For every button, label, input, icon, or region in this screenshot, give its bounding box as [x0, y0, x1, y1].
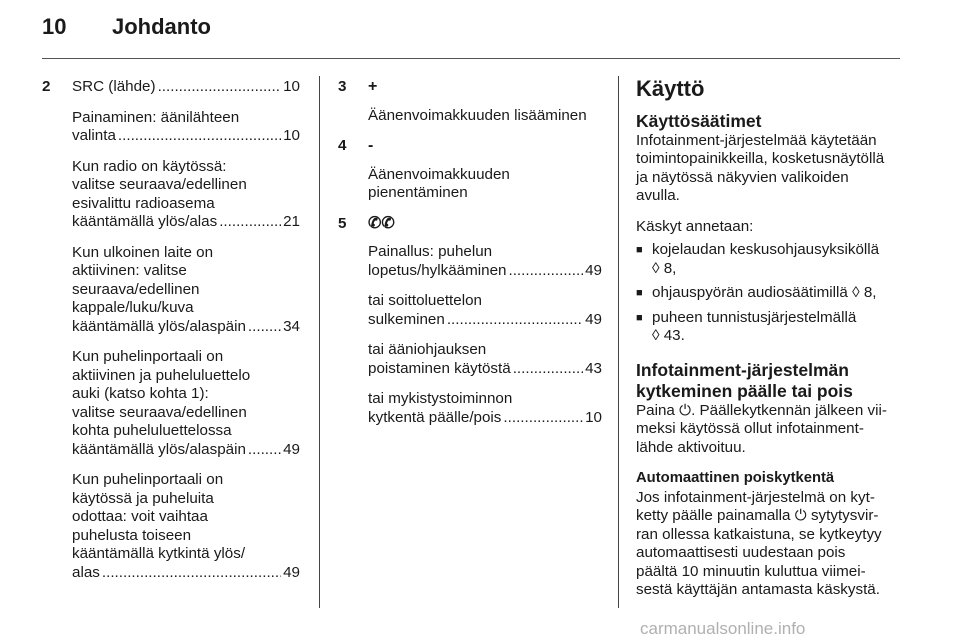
auto-off-paragraph	[636, 489, 906, 600]
toc-leader	[447, 311, 583, 330]
list-item-text	[652, 241, 906, 278]
toc-leader	[102, 564, 281, 583]
text-line: tai soittoluettelon	[368, 292, 482, 309]
text-line: käytössä ja puheluita	[72, 489, 214, 507]
item-3	[338, 78, 602, 137]
phone-icon: ✆✆	[368, 214, 395, 232]
text-line: ketty päälle painamalla ⏻ sytytysvir-	[636, 507, 879, 524]
page-reference: 10	[283, 78, 300, 95]
text-line: odottaa: voit vaihtaa	[72, 508, 208, 525]
toc-line	[368, 409, 602, 428]
item-5	[338, 215, 602, 440]
toc-line	[72, 564, 300, 583]
subheading-power	[636, 360, 906, 402]
item-4	[338, 137, 602, 215]
item-4-text	[368, 166, 602, 203]
text-line: auki (katso kohta 1):	[72, 385, 209, 402]
column-2	[338, 78, 602, 439]
toc-entry	[72, 348, 300, 459]
text-line: Painaminen: äänilähteen	[72, 108, 240, 126]
bullet-square: ■	[636, 287, 643, 299]
toc-leader	[118, 127, 281, 146]
item-number: 3	[338, 78, 347, 95]
toc-line	[72, 213, 300, 232]
power-paragraph	[636, 402, 906, 458]
text-line: Paina ⏻. Päällekytkennän jälkeen vii-	[636, 401, 887, 419]
toc-line	[368, 311, 602, 330]
column-1	[42, 78, 300, 594]
text-line: ran ollessa katkaistuna, se kytkeytyy	[636, 525, 882, 543]
text-line: valitse seuraava/edellinen	[72, 403, 247, 421]
text-line: kääntämällä kytkintä ylös/	[72, 545, 246, 562]
header-rule	[42, 58, 900, 59]
toc-text: kytkentä päälle/pois	[368, 408, 502, 426]
column-divider-left	[319, 76, 320, 608]
item-number: 2	[42, 78, 51, 95]
text-line: kojelaudan keskusohjausyksiköllä	[652, 241, 880, 258]
toc-text: lopetus/hylkääminen	[368, 261, 507, 279]
toc-text: SRC (lähde)	[72, 78, 156, 95]
toc-entry	[72, 109, 300, 146]
subheading-auto-off: Automaattinen poiskytkentä	[636, 470, 835, 486]
item-2	[42, 78, 300, 594]
text-line: Kun puhelinportaali on	[72, 348, 224, 365]
page-reference: 49	[585, 310, 602, 328]
list-item	[636, 309, 906, 346]
text-line: seuraava/edellinen	[72, 280, 200, 298]
toc-entry	[368, 341, 602, 378]
page-reference: 43	[585, 359, 602, 377]
toc-text: poistaminen käytöstä	[368, 359, 511, 377]
toc-leader	[219, 213, 281, 232]
toc-text: kääntämällä ylös/alaspäin	[72, 317, 246, 335]
toc-text: sulkeminen	[368, 310, 445, 328]
toc-leader	[503, 409, 583, 428]
subheading-controls: Käyttösäätimet	[636, 110, 762, 131]
item-3-text: Äänenvoimakkuuden lisääminen	[368, 106, 587, 124]
text-line: lähde aktivoituu.	[636, 438, 746, 456]
page-reference: 10	[283, 127, 300, 144]
text-line: tai ääniohjauksen	[368, 341, 487, 358]
minus-symbol: -	[368, 137, 374, 154]
command-list	[636, 241, 906, 346]
list-item	[636, 284, 906, 303]
toc-line	[72, 78, 300, 97]
toc-leader	[508, 262, 583, 281]
text-line: Äänenvoimakkuuden	[368, 165, 510, 183]
text-line: Kun puhelinportaali on	[72, 471, 224, 488]
text-line: toimintopainikkeilla, kosketusnäytöllä	[636, 150, 885, 167]
section-heading: Käyttö	[636, 76, 705, 101]
text-line: Kun radio on käytössä:	[72, 157, 227, 175]
plus-symbol: +	[368, 78, 378, 95]
text-line: ohjauspyörän audiosäätimillä ◊ 8,	[652, 284, 877, 301]
page-reference: 34	[283, 317, 300, 335]
column-3	[636, 78, 906, 612]
text-line: ja näytössä näkyvien valikoiden	[636, 168, 849, 186]
page-reference: 49	[283, 440, 300, 458]
page-header	[42, 14, 211, 40]
text-line: valitse seuraava/edellinen	[72, 176, 247, 193]
intro-paragraph	[636, 132, 906, 206]
text-line: automaattisesti uudestaan pois	[636, 544, 846, 561]
toc-leader	[158, 78, 282, 97]
toc-leader	[248, 441, 281, 460]
text-line: ◊ 43.	[652, 327, 685, 344]
text-line: Painallus: puhelun	[368, 243, 493, 260]
toc-line	[368, 262, 602, 281]
column-divider-right	[618, 76, 619, 608]
text-line: pienentäminen	[368, 184, 468, 201]
item-2-body	[72, 78, 300, 594]
text-line: ◊ 8,	[652, 259, 677, 277]
bullet-square: ■	[636, 311, 643, 324]
toc-entry	[368, 243, 602, 280]
toc-line	[72, 127, 300, 146]
text-line: kappale/luku/kuva	[72, 299, 194, 316]
toc-entry	[72, 471, 300, 582]
list-item-text	[652, 309, 906, 346]
toc-line	[368, 360, 602, 379]
text-line: kytkeminen päälle tai pois	[636, 380, 853, 401]
toc-line	[72, 318, 300, 337]
toc-entry	[72, 158, 300, 232]
text-line: aktiivinen ja puheluluettelo	[72, 366, 251, 384]
toc-text: valinta	[72, 127, 116, 144]
text-line: päältä 10 minuutin kuluttua viimei-	[636, 562, 866, 580]
text-line: avulla.	[636, 187, 680, 204]
page-reference: 10	[585, 408, 602, 426]
item-number: 5	[338, 214, 347, 232]
toc-entry	[368, 292, 602, 329]
text-line: sestä käyttäjän antamasta käskystä.	[636, 581, 880, 598]
list-item-text	[652, 284, 906, 303]
text-line: aktiivinen: valitse	[72, 262, 187, 279]
toc-line	[72, 441, 300, 460]
text-line: Infotainment-järjestelmää käytetään	[636, 131, 877, 149]
chapter-title: Johdanto	[112, 14, 211, 39]
bullet-square: ■	[636, 244, 643, 256]
text-line: meksi käytössä ollut infotainment-	[636, 420, 864, 437]
toc-leader	[513, 360, 583, 379]
text-line: puheen tunnistusjärjestelmällä	[652, 308, 857, 326]
text-line: Infotainment-järjestelmän	[636, 359, 849, 380]
page-reference: 49	[283, 563, 300, 581]
commands-intro: Käskyt annetaan:	[636, 217, 754, 235]
toc-leader	[248, 318, 281, 337]
toc-entry	[72, 78, 300, 97]
list-item	[636, 241, 906, 278]
toc-entry	[368, 390, 602, 427]
item-number: 4	[338, 137, 347, 154]
text-line: puhelusta toiseen	[72, 526, 192, 544]
toc-text: kääntämällä ylös/alaspäin	[72, 440, 246, 458]
toc-entry	[72, 244, 300, 337]
text-line: Kun ulkoinen laite on	[72, 243, 214, 261]
page-number: 10	[42, 14, 67, 39]
toc-text: alas	[72, 563, 100, 581]
watermark: carmanualsonline.info	[640, 619, 806, 638]
page-reference: 21	[283, 213, 300, 230]
text-line: kohta puheluluettelossa	[72, 422, 232, 439]
toc-text: kääntämällä ylös/alas	[72, 213, 218, 230]
text-line: Jos infotainment-järjestelmä on kyt-	[636, 488, 875, 506]
text-line: tai mykistystoiminnon	[368, 390, 513, 407]
page-reference: 49	[585, 261, 602, 279]
text-line: esivalittu radioasema	[72, 194, 215, 212]
